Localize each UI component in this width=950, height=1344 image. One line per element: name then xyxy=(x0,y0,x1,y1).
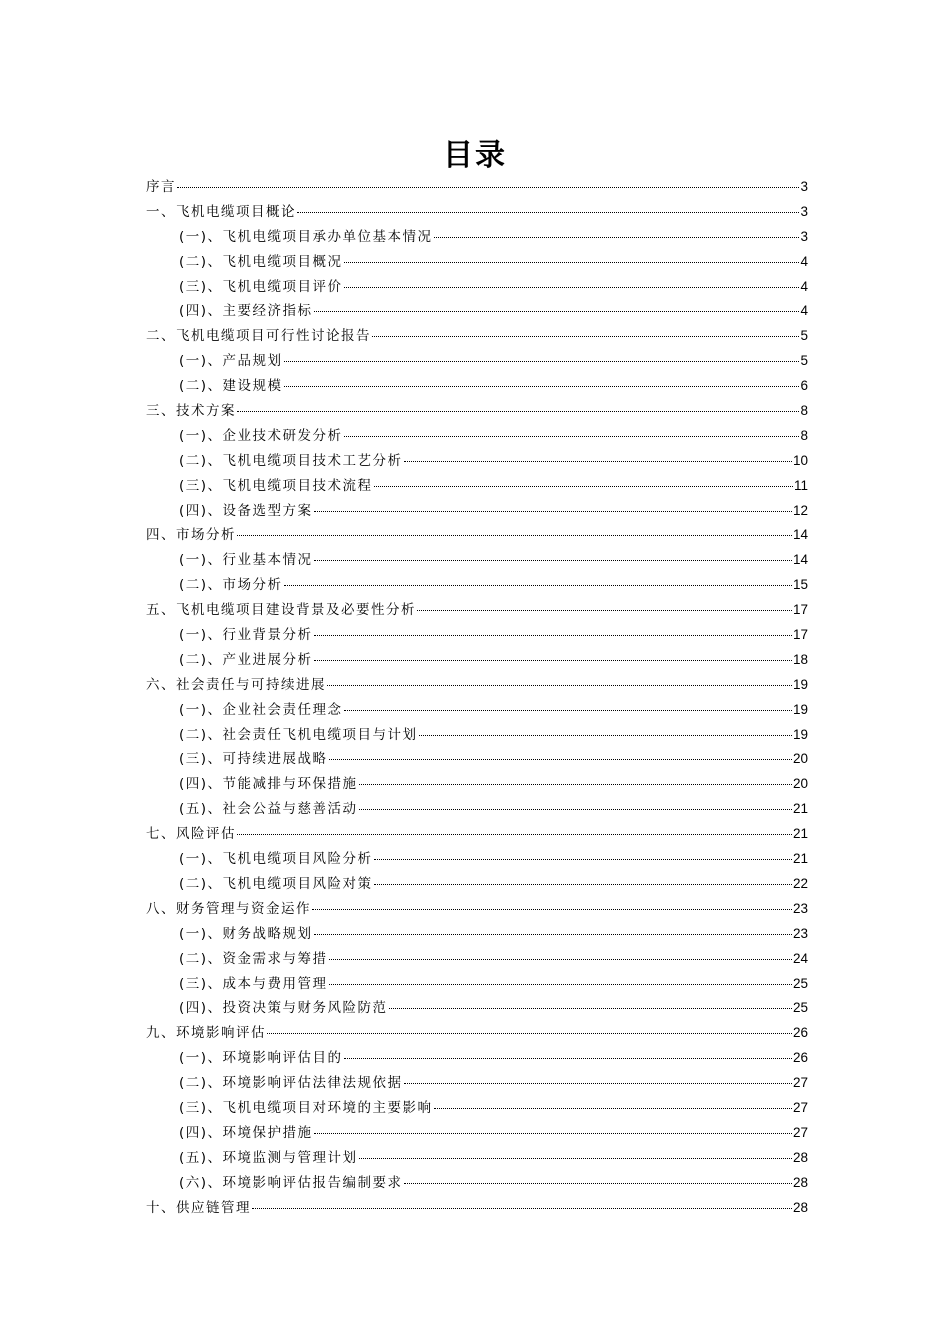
dot-leader xyxy=(284,585,792,586)
dot-leader xyxy=(404,1183,792,1184)
dot-leader xyxy=(312,909,792,910)
toc-entry-page-number: 25 xyxy=(792,1000,808,1016)
dot-leader xyxy=(314,311,800,312)
dot-leader xyxy=(372,336,799,337)
dot-leader xyxy=(374,859,792,860)
toc-entry-page-number: 23 xyxy=(792,900,808,916)
toc-entry-label: (三)、飞机电缆项目技术流程 xyxy=(179,477,373,494)
toc-subsection-entry[interactable] xyxy=(146,872,808,897)
dot-leader xyxy=(404,1083,792,1084)
table-of-contents xyxy=(146,175,808,1220)
toc-subsection-entry[interactable] xyxy=(146,1071,808,1096)
dot-leader xyxy=(314,660,792,661)
toc-entry-label: (四)、环境保护措施 xyxy=(179,1124,313,1141)
dot-leader xyxy=(374,486,793,487)
toc-subsection-entry[interactable] xyxy=(146,573,808,598)
toc-section-entry[interactable] xyxy=(146,1196,808,1221)
toc-entry-label: 四、市场分析 xyxy=(146,527,236,544)
dot-leader xyxy=(252,1208,792,1209)
toc-entry-page-number: 26 xyxy=(792,1025,808,1041)
dot-leader xyxy=(297,212,799,213)
toc-subsection-entry[interactable] xyxy=(146,225,808,250)
toc-section-entry[interactable] xyxy=(146,324,808,349)
toc-entry-page-number: 27 xyxy=(792,1075,808,1091)
toc-entry-page-number: 4 xyxy=(800,253,808,269)
toc-entry-label: (二)、环境影响评估法律法规依据 xyxy=(179,1075,403,1092)
toc-entry-page-number: 15 xyxy=(792,577,808,593)
toc-entry-label: (二)、资金需求与筹措 xyxy=(179,950,328,967)
toc-entry-label: (三)、可持续进展战略 xyxy=(179,751,328,768)
toc-entry-label: (六)、环境影响评估报告编制要求 xyxy=(179,1174,403,1191)
toc-section-entry[interactable] xyxy=(146,1021,808,1046)
toc-entry-page-number: 4 xyxy=(800,278,808,294)
toc-entry-label: (三)、飞机电缆项目评价 xyxy=(179,278,343,295)
toc-subsection-entry[interactable] xyxy=(146,548,808,573)
toc-entry-label: 八、财务管理与资金运作 xyxy=(146,900,311,917)
toc-entry-label: 五、飞机电缆项目建设背景及必要性分析 xyxy=(146,602,416,619)
toc-entry-label: (四)、投资决策与财务风险防范 xyxy=(179,1000,388,1017)
toc-subsection-entry[interactable] xyxy=(146,648,808,673)
toc-entry-page-number: 19 xyxy=(792,701,808,717)
toc-entry-label: (二)、产业进展分析 xyxy=(179,651,313,668)
dot-leader xyxy=(374,884,792,885)
toc-section-entry[interactable] xyxy=(146,598,808,623)
dot-leader xyxy=(344,710,792,711)
toc-entry-label: 序言 xyxy=(146,179,176,195)
toc-entry-label: (一)、飞机电缆项目风险分析 xyxy=(179,851,373,868)
toc-entry-label: (二)、市场分析 xyxy=(179,577,283,594)
dot-leader xyxy=(329,759,792,760)
toc-subsection-entry[interactable] xyxy=(146,424,808,449)
toc-entry-page-number: 5 xyxy=(800,328,808,344)
toc-subsection-entry[interactable] xyxy=(146,623,808,648)
toc-title: 目录 xyxy=(443,138,507,173)
dot-leader xyxy=(237,535,792,536)
toc-subsection-entry[interactable] xyxy=(146,772,808,797)
dot-leader xyxy=(327,685,792,686)
toc-entry-page-number: 20 xyxy=(792,751,808,767)
toc-subsection-entry[interactable] xyxy=(146,474,808,499)
toc-entry-page-number: 23 xyxy=(792,925,808,941)
toc-subsection-entry[interactable] xyxy=(146,847,808,872)
toc-subsection-entry[interactable] xyxy=(146,922,808,947)
toc-entry-page-number: 8 xyxy=(800,427,808,443)
toc-section-entry[interactable] xyxy=(146,822,808,847)
toc-subsection-entry[interactable] xyxy=(146,947,808,972)
toc-entry-page-number: 21 xyxy=(792,851,808,867)
dot-leader xyxy=(177,187,799,188)
dot-leader xyxy=(314,1133,792,1134)
toc-subsection-entry[interactable] xyxy=(146,723,808,748)
toc-entry-page-number: 28 xyxy=(792,1174,808,1190)
dot-leader xyxy=(434,1108,792,1109)
toc-subsection-entry[interactable] xyxy=(146,698,808,723)
toc-entry-label: (四)、节能减排与环保措施 xyxy=(179,776,358,793)
toc-entry-page-number: 5 xyxy=(800,353,808,369)
toc-entry-page-number: 14 xyxy=(792,552,808,568)
dot-leader xyxy=(419,735,792,736)
toc-entry-page-number: 3 xyxy=(800,203,808,219)
dot-leader xyxy=(344,1058,792,1059)
dot-leader xyxy=(359,784,792,785)
toc-entry-label: (三)、成本与费用管理 xyxy=(179,975,328,992)
dot-leader xyxy=(344,287,800,288)
toc-subsection-entry[interactable] xyxy=(146,349,808,374)
toc-entry-page-number: 26 xyxy=(792,1050,808,1066)
dot-leader xyxy=(417,610,792,611)
toc-subsection-entry[interactable] xyxy=(146,1146,808,1171)
toc-entry-label: (二)、飞机电缆项目技术工艺分析 xyxy=(179,452,403,469)
dot-leader xyxy=(434,237,800,238)
toc-entry-page-number: 28 xyxy=(792,1149,808,1165)
toc-entry-label: (二)、飞机电缆项目风险对策 xyxy=(179,875,373,892)
toc-entry-page-number: 22 xyxy=(792,875,808,891)
dot-leader xyxy=(284,361,800,362)
toc-entry-label: 九、环境影响评估 xyxy=(146,1025,266,1042)
toc-entry-label: (一)、企业社会责任理念 xyxy=(179,701,343,718)
toc-section-entry[interactable] xyxy=(146,175,808,200)
toc-section-entry[interactable] xyxy=(146,523,808,548)
toc-entry-page-number: 28 xyxy=(792,1199,808,1215)
toc-entry-label: (一)、行业基本情况 xyxy=(179,552,313,569)
toc-entry-label: 三、技术方案 xyxy=(146,403,236,420)
toc-entry-label: (四)、主要经济指标 xyxy=(179,303,313,320)
toc-subsection-entry[interactable] xyxy=(146,1171,808,1196)
toc-entry-label: (四)、设备选型方案 xyxy=(179,502,313,519)
toc-entry-label: (一)、环境影响评估目的 xyxy=(179,1050,343,1067)
toc-entry-page-number: 20 xyxy=(792,776,808,792)
toc-subsection-entry[interactable] xyxy=(146,449,808,474)
toc-entry-label: 一、飞机电缆项目概论 xyxy=(146,203,296,220)
toc-entry-page-number: 14 xyxy=(792,527,808,543)
dot-leader xyxy=(314,635,792,636)
toc-entry-page-number: 21 xyxy=(792,826,808,842)
dot-leader xyxy=(344,262,800,263)
toc-entry-page-number: 10 xyxy=(792,452,808,468)
toc-entry-label: (二)、社会责任飞机电缆项目与计划 xyxy=(179,726,418,743)
dot-leader xyxy=(359,809,792,810)
toc-section-entry[interactable] xyxy=(146,673,808,698)
dot-leader xyxy=(237,834,792,835)
dot-leader xyxy=(329,959,792,960)
toc-section-entry[interactable] xyxy=(146,897,808,922)
toc-entry-page-number: 25 xyxy=(792,975,808,991)
toc-entry-label: 六、社会责任与可持续进展 xyxy=(146,676,326,693)
toc-entry-page-number: 17 xyxy=(792,627,808,643)
toc-entry-page-number: 12 xyxy=(792,502,808,518)
toc-entry-label: (一)、飞机电缆项目承办单位基本情况 xyxy=(179,228,433,245)
toc-entry-label: (五)、环境监测与管理计划 xyxy=(179,1149,358,1166)
toc-entry-label: 十、供应链管理 xyxy=(146,1199,251,1216)
toc-entry-label: (一)、财务战略规划 xyxy=(179,925,313,942)
dot-leader xyxy=(344,436,800,437)
toc-entry-label: (三)、飞机电缆项目对环境的主要影响 xyxy=(179,1099,433,1116)
toc-subsection-entry[interactable] xyxy=(146,299,808,324)
toc-entry-page-number: 19 xyxy=(792,726,808,742)
toc-subsection-entry[interactable] xyxy=(146,1096,808,1121)
toc-entry-page-number: 8 xyxy=(800,403,808,419)
dot-leader xyxy=(404,461,792,462)
toc-subsection-entry[interactable] xyxy=(146,747,808,772)
toc-entry-page-number: 4 xyxy=(800,303,808,319)
toc-entry-page-number: 27 xyxy=(792,1099,808,1115)
dot-leader xyxy=(237,411,799,412)
dot-leader xyxy=(314,934,792,935)
dot-leader xyxy=(314,560,792,561)
toc-entry-page-number: 18 xyxy=(792,651,808,667)
dot-leader xyxy=(389,1008,792,1009)
toc-entry-label: 七、风险评估 xyxy=(146,826,236,843)
toc-entry-page-number: 27 xyxy=(792,1124,808,1140)
toc-entry-label: (二)、建设规模 xyxy=(179,378,283,395)
toc-entry-label: (五)、社会公益与慈善活动 xyxy=(179,801,358,818)
toc-entry-page-number: 3 xyxy=(800,179,808,194)
toc-entry-label: 二、飞机电缆项目可行性讨论报告 xyxy=(146,328,371,345)
toc-entry-label: (一)、企业技术研发分析 xyxy=(179,427,343,444)
toc-subsection-entry[interactable] xyxy=(146,499,808,524)
toc-subsection-entry[interactable] xyxy=(146,250,808,275)
toc-subsection-entry[interactable] xyxy=(146,996,808,1021)
toc-entry-page-number: 6 xyxy=(800,378,808,394)
toc-entry-page-number: 11 xyxy=(793,477,808,493)
toc-entry-page-number: 24 xyxy=(792,950,808,966)
toc-section-entry[interactable] xyxy=(146,399,808,424)
dot-leader xyxy=(284,386,800,387)
dot-leader xyxy=(329,984,792,985)
toc-subsection-entry[interactable] xyxy=(146,1121,808,1146)
toc-section-entry[interactable] xyxy=(146,200,808,225)
toc-entry-label: (一)、产品规划 xyxy=(179,353,283,370)
toc-entry-label: (二)、飞机电缆项目概况 xyxy=(179,253,343,270)
toc-subsection-entry[interactable] xyxy=(146,797,808,822)
toc-subsection-entry[interactable] xyxy=(146,374,808,399)
toc-subsection-entry[interactable] xyxy=(146,1046,808,1071)
toc-entry-label: (一)、行业背景分析 xyxy=(179,627,313,644)
dot-leader xyxy=(359,1158,792,1159)
toc-entry-page-number: 21 xyxy=(792,801,808,817)
dot-leader xyxy=(314,511,792,512)
toc-subsection-entry[interactable] xyxy=(146,275,808,300)
toc-subsection-entry[interactable] xyxy=(146,972,808,997)
toc-entry-page-number: 17 xyxy=(792,602,808,618)
toc-entry-page-number: 19 xyxy=(792,676,808,692)
toc-entry-page-number: 3 xyxy=(800,228,808,244)
dot-leader xyxy=(267,1033,792,1034)
